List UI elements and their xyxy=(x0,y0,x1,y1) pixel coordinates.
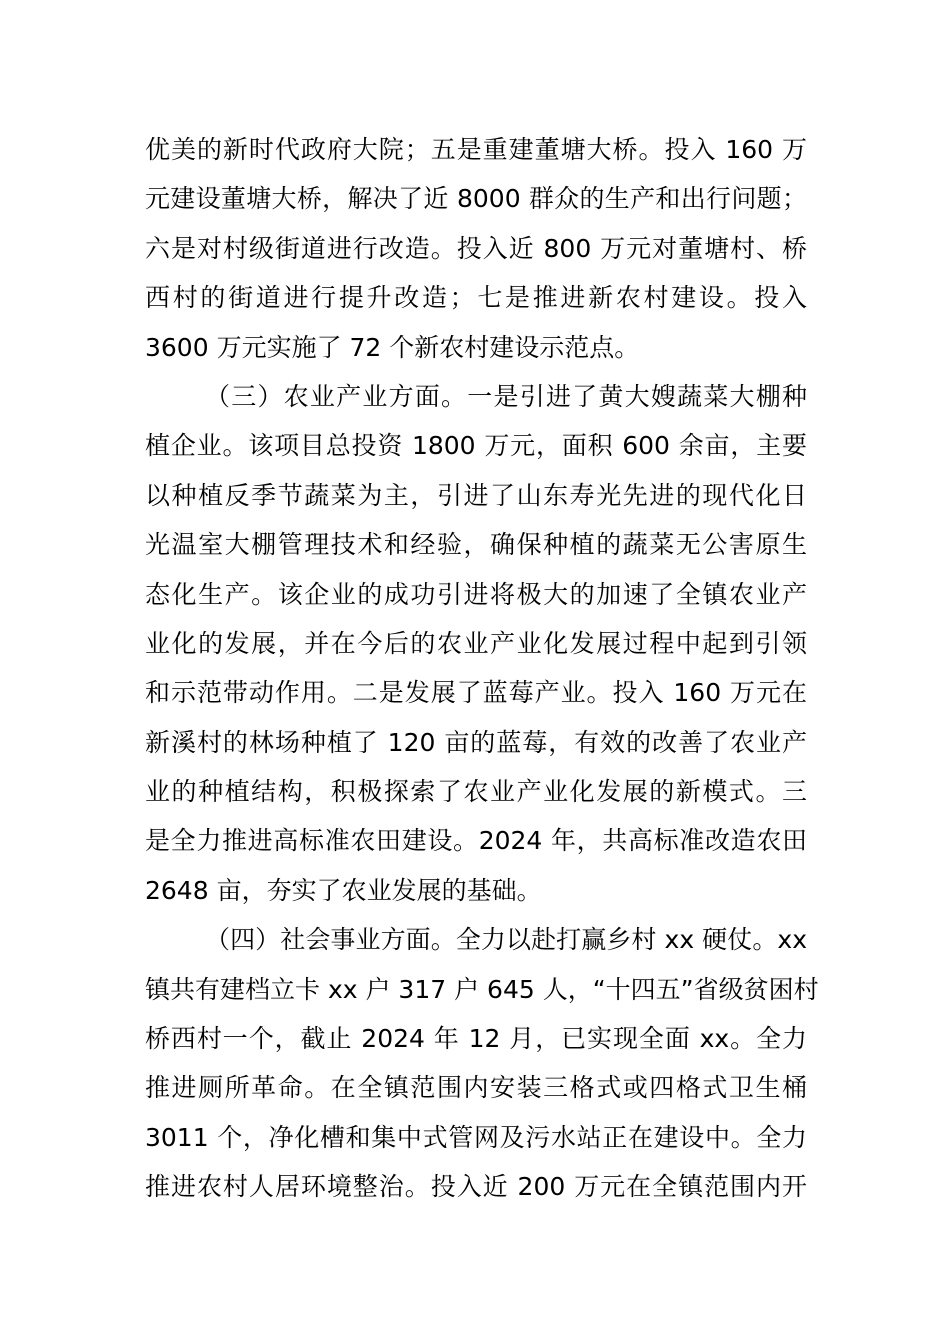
text-line: 桥西村一个，截止 2024 年 12 月，已实现全面 xx。全力 xyxy=(145,1024,807,1054)
text-line: 西村的街道进行提升改造；七是推进新农村建设。投入 xyxy=(145,283,807,313)
text-line: 光温室大棚管理技术和经验，确保种植的蔬菜无公害原生 xyxy=(145,530,807,560)
text-line: 和示范带动作用。二是发展了蓝莓产业。投入 160 万元在 xyxy=(145,678,807,708)
text-line: 元建设董塘大桥，解决了近 8000 群众的生产和出行问题； xyxy=(145,184,807,214)
text-line: 业的种植结构，积极探索了农业产业化发展的新模式。三 xyxy=(145,777,807,807)
text-line: 镇共有建档立卡 xx 户 317 户 645 人，“十四五”省级贫困村 xyxy=(145,974,819,1004)
text-line: 以种植反季节蔬菜为主，引进了山东寿光先进的现代化日 xyxy=(145,480,807,510)
text-line: 3011 个，净化槽和集中式管网及污水站正在建设中。全力 xyxy=(145,1122,807,1152)
text-line: 2648 亩，夯实了农业发展的基础。 xyxy=(145,875,542,905)
text-line: 六是对村级街道进行改造。投入近 800 万元对董塘村、桥 xyxy=(145,233,807,263)
document-body xyxy=(145,125,819,1212)
text-line: 新溪村的林场种植了 120 亩的蓝莓，有效的改善了农业产 xyxy=(145,727,807,757)
text-line: 业化的发展，并在今后的农业产业化发展过程中起到引领 xyxy=(145,628,807,658)
text-line: 3600 万元实施了 72 个新农村建设示范点。 xyxy=(145,332,640,362)
text-line: 态化生产。该企业的成功引进将极大的加速了全镇农业产 xyxy=(145,579,807,609)
text-line: 是全力推进高标准农田建设。2024 年，共高标准改造农田 xyxy=(145,826,807,856)
text-line: 优美的新时代政府大院；五是重建董塘大桥。投入 160 万 xyxy=(145,135,807,164)
text-line: 推进农村人居环境整治。投入近 200 万元在全镇范围内开 xyxy=(145,1172,807,1202)
section-heading-line: （三）农业产业方面。一是引进了黄大嫂蔬菜大棚种 xyxy=(205,381,807,411)
section-heading-line: （四）社会事业方面。全力以赴打赢乡村 xx 硬仗。xx xyxy=(205,925,807,955)
text-line: 推进厕所革命。在全镇范围内安装三格式或四格式卫生桶 xyxy=(145,1073,807,1103)
text-line: 植企业。该项目总投资 1800 万元，面积 600 余亩，主要 xyxy=(145,431,807,461)
